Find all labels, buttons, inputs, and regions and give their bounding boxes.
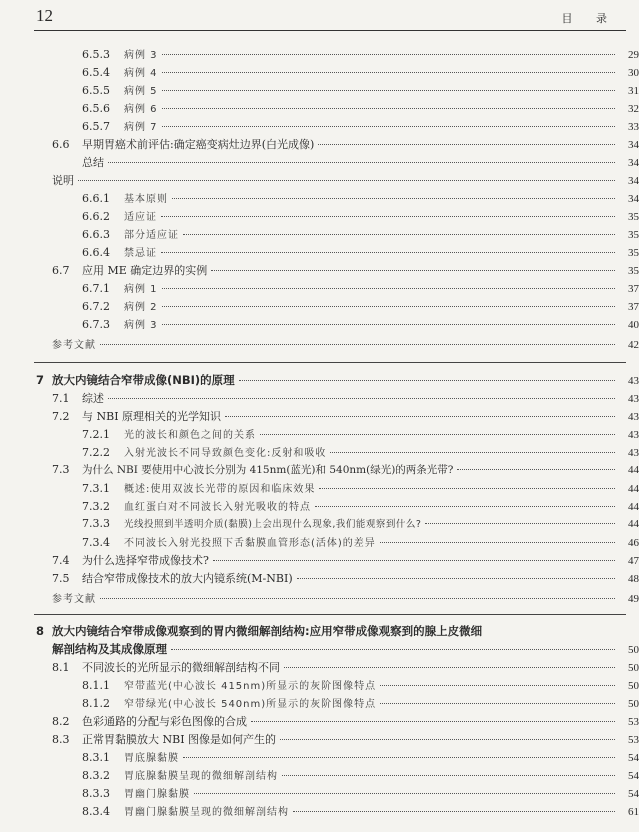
entry-page: 50: [628, 680, 639, 692]
entry-page: 34: [628, 175, 639, 187]
toc-chapter-entry[interactable]: [0, 641, 639, 659]
entry-title: 应用 ME 确定边界的实例: [82, 264, 208, 277]
toc-entry[interactable]: [0, 46, 639, 64]
entry-page: 43: [628, 429, 639, 441]
leader-dots: [282, 775, 615, 776]
leader-dots: [183, 234, 615, 235]
entry-page: 43: [628, 375, 639, 387]
leader-dots: [100, 344, 615, 345]
entry-page: 43: [628, 393, 639, 405]
entry-title: 部分适应证: [124, 230, 179, 241]
entry-number: 8.1: [52, 661, 70, 674]
entry-page: 30: [628, 67, 639, 79]
toc-entry[interactable]: [0, 226, 639, 244]
leader-dots: [162, 72, 615, 73]
entry-number: 7.1: [52, 392, 70, 405]
entry-number: 6.6.1: [82, 192, 110, 205]
toc-entry[interactable]: [0, 570, 639, 588]
entry-page: 42: [628, 339, 639, 351]
toc-entry[interactable]: [0, 498, 639, 516]
entry-title: 综述: [82, 392, 104, 405]
entry-title: 禁忌证: [124, 248, 157, 259]
entry-title: 为什么 NBI 要使用中心波长分别为 415nm(蓝光)和 540nm(绿光)的两条光带?: [82, 464, 454, 476]
toc-entry[interactable]: [0, 154, 639, 172]
entry-title: 胃幽门腺黏膜: [124, 789, 190, 800]
toc-entry[interactable]: [0, 749, 639, 767]
entry-number: 8.3.3: [82, 787, 110, 800]
entry-number: 8.3.1: [82, 751, 110, 764]
entry-page: 54: [628, 770, 639, 782]
entry-title: 光线投照到半透明介质(黏膜)上会出现什么现象,我们能观察到什么?: [124, 519, 422, 530]
entry-page: 37: [628, 283, 639, 295]
chapter-title: 放大内镜结合窄带成像观察到的胃内微细解剖结构:应用窄带成像观察到的腺上皮微细: [52, 624, 483, 638]
entry-page: 29: [628, 49, 639, 61]
entry-title: 病例 6: [124, 104, 158, 115]
running-head: 目 录: [561, 12, 617, 25]
entry-title: 病例 1: [124, 284, 158, 295]
leader-dots: [78, 180, 615, 181]
toc-entry[interactable]: [0, 390, 639, 408]
entry-page: 44: [628, 483, 639, 495]
toc-entry[interactable]: [0, 316, 639, 334]
entry-number: 8.3.2: [82, 769, 110, 782]
toc-entry[interactable]: [0, 767, 639, 785]
entry-title: 色彩通路的分配与彩色图像的合成: [82, 715, 247, 728]
header-rule: [34, 30, 626, 31]
leader-dots: [161, 252, 615, 253]
entry-number: 7.3.3: [82, 517, 110, 530]
entry-title: 正常胃黏膜放大 NBI 图像是如何产生的: [82, 733, 277, 746]
leader-dots: [194, 793, 615, 794]
entry-title: 基本原则: [124, 194, 168, 205]
leader-dots: [251, 721, 615, 722]
entry-page: 46: [628, 537, 639, 549]
entry-page: 50: [628, 644, 639, 656]
leader-dots: [100, 598, 615, 599]
entry-title: 说明: [52, 174, 74, 187]
entry-number: 8.2: [52, 715, 70, 728]
leader-dots: [239, 380, 615, 381]
entry-number: 6.7.2: [82, 300, 110, 313]
entry-page: 43: [628, 411, 639, 423]
entry-number: 7.3.1: [82, 482, 110, 495]
toc-entry[interactable]: [0, 785, 639, 803]
entry-number: 6.7.3: [82, 318, 110, 331]
entry-title: 病例 2: [124, 302, 158, 313]
chapter-number: 7: [36, 373, 45, 387]
entry-title: 病例 4: [124, 68, 158, 79]
entry-page: 49: [628, 593, 639, 605]
entry-number: 8.1.1: [82, 679, 110, 692]
entry-page: 53: [628, 716, 639, 728]
entry-title: 不同波长的光所显示的微细解剖结构不同: [82, 661, 280, 674]
entry-number: 6.6: [52, 138, 70, 151]
entry-number: 6.6.4: [82, 246, 110, 259]
toc-entry[interactable]: [0, 444, 639, 462]
leader-dots: [380, 703, 615, 704]
leader-dots: [161, 216, 615, 217]
leader-dots: [162, 108, 615, 109]
entry-page: 35: [628, 247, 639, 259]
chapter-title-continued: 解剖结构及其成像原理: [52, 642, 167, 656]
leader-dots: [162, 288, 615, 289]
entry-page: 43: [628, 447, 639, 459]
entry-title: 结合窄带成像技术的放大内镜系统(M-NBI): [82, 572, 293, 585]
leader-dots: [162, 90, 615, 91]
entry-title: 入射光波长不同导致颜色变化:反射和吸收: [124, 448, 327, 459]
entry-number: 7.2.2: [82, 446, 110, 459]
entry-title: 不同波长入射光投照下舌黏膜血管形态(活体)的差异: [124, 538, 376, 549]
leader-dots: [172, 198, 615, 199]
toc-entry[interactable]: [0, 244, 639, 262]
leader-dots: [380, 685, 615, 686]
page-header: [0, 0, 639, 34]
entry-title: 总结: [82, 156, 104, 169]
leader-dots: [213, 560, 615, 561]
leader-dots: [380, 542, 615, 543]
entry-number: 8.3: [52, 733, 70, 746]
toc-entry[interactable]: [0, 731, 639, 749]
entry-page: 32: [628, 103, 639, 115]
leader-dots: [280, 739, 615, 740]
entry-number: 6.7.1: [82, 282, 110, 295]
entry-number: 6.5.4: [82, 66, 110, 79]
leader-dots: [315, 506, 615, 507]
chapter-divider: [34, 614, 626, 615]
leader-dots: [162, 126, 615, 127]
leader-dots: [171, 649, 615, 650]
entry-page: 35: [628, 229, 639, 241]
toc-entry[interactable]: [0, 480, 639, 498]
entry-title: 胃幽门腺黏膜呈现的微细解剖结构: [124, 807, 289, 818]
entry-number: 6.5.6: [82, 102, 110, 115]
entry-title: 为什么选择窄带成像技术?: [82, 554, 209, 567]
entry-number: 6.5.7: [82, 120, 110, 133]
entry-number: 8.1.2: [82, 697, 110, 710]
entry-title: 胃底腺黏膜呈现的微细解剖结构: [124, 771, 278, 782]
entry-page: 61: [628, 806, 639, 818]
entry-title: 胃底腺黏膜: [124, 753, 179, 764]
entry-number: 7.5: [52, 572, 70, 585]
leader-dots: [162, 324, 615, 325]
entry-page: 44: [628, 464, 639, 476]
chapter-number: 8: [36, 624, 45, 638]
entry-page: 34: [628, 193, 639, 205]
entry-title: 病例 3: [124, 320, 158, 331]
leader-dots: [318, 144, 615, 145]
entry-number: 7.2: [52, 410, 70, 423]
entry-title: 病例 5: [124, 86, 158, 97]
entry-number: 7.3.4: [82, 536, 110, 549]
entry-page: 50: [628, 662, 639, 674]
leader-dots: [183, 757, 615, 758]
entry-title: 适应证: [124, 212, 157, 223]
entry-page: 54: [628, 788, 639, 800]
toc-entry[interactable]: [0, 462, 639, 480]
entry-page: 35: [628, 211, 639, 223]
leader-dots: [162, 54, 615, 55]
entry-page: 44: [628, 501, 639, 513]
toc-entry[interactable]: [0, 408, 639, 426]
leader-dots: [284, 667, 615, 668]
entry-title: 早期胃癌术前评估:确定癌变病灶边界(白光成像): [82, 138, 315, 151]
entry-page: 44: [628, 518, 639, 530]
entry-page: 54: [628, 752, 639, 764]
entry-number: 7.3.2: [82, 500, 110, 513]
toc-entry[interactable]: [0, 100, 639, 118]
entry-number: 7.2.1: [82, 428, 110, 441]
toc-entry[interactable]: [0, 262, 639, 280]
leader-dots: [297, 578, 615, 579]
chapter-title: 放大内镜结合窄带成像(NBI)的原理: [52, 373, 235, 387]
toc-entry[interactable]: [0, 516, 639, 534]
leader-dots: [162, 306, 615, 307]
entry-title: 病例 3: [124, 50, 158, 61]
entry-page: 33: [628, 121, 639, 133]
leader-dots: [457, 469, 615, 470]
toc-entry[interactable]: [0, 552, 639, 570]
toc-chapter-entry[interactable]: [0, 372, 639, 390]
toc-chapter-heading[interactable]: [36, 623, 482, 639]
entry-title: 参考文献: [52, 594, 96, 605]
entry-number: 6.6.2: [82, 210, 110, 223]
toc-entry[interactable]: [0, 118, 639, 136]
leader-dots: [319, 488, 615, 489]
entry-page: 34: [628, 157, 639, 169]
toc-entry[interactable]: [0, 426, 639, 444]
entry-number: 6.6.3: [82, 228, 110, 241]
entry-number: 6.5.5: [82, 84, 110, 97]
toc-entry[interactable]: [0, 713, 639, 731]
leader-dots: [225, 416, 615, 417]
entry-title: 与 NBI 原理相关的光学知识: [82, 410, 222, 423]
toc-entry[interactable]: [0, 590, 639, 608]
toc-entry[interactable]: [0, 336, 639, 354]
entry-page: 40: [628, 319, 639, 331]
toc-entry[interactable]: [0, 659, 639, 677]
entry-number: 6.5.3: [82, 48, 110, 61]
chapter-divider: [34, 362, 626, 363]
entry-page: 53: [628, 734, 639, 746]
entry-page: 37: [628, 301, 639, 313]
toc-entry[interactable]: [0, 677, 639, 695]
entry-title: 窄带蓝光(中心波长 415nm)所显示的灰阶图像特点: [124, 681, 377, 692]
entry-page: 47: [628, 555, 639, 567]
leader-dots: [211, 270, 615, 271]
leader-dots: [425, 523, 615, 524]
toc-entry[interactable]: [0, 190, 639, 208]
toc-entry[interactable]: [0, 280, 639, 298]
entry-page: 34: [628, 139, 639, 151]
leader-dots: [293, 811, 615, 812]
toc-entry[interactable]: [0, 534, 639, 552]
toc-entry[interactable]: [0, 64, 639, 82]
toc-entry[interactable]: [0, 695, 639, 713]
entry-title: 参考文献: [52, 340, 96, 351]
leader-dots: [108, 162, 615, 163]
entry-number: 7.3: [52, 463, 70, 476]
toc-entry[interactable]: [0, 82, 639, 100]
entry-title: 窄带绿光(中心波长 540nm)所显示的灰阶图像特点: [124, 699, 377, 710]
toc-entry[interactable]: [0, 172, 639, 190]
leader-dots: [108, 398, 615, 399]
entry-number: 7.4: [52, 554, 70, 567]
toc-entry[interactable]: [0, 208, 639, 226]
page-number: 12: [36, 6, 53, 25]
toc-entry[interactable]: [0, 298, 639, 316]
toc-entry[interactable]: [0, 803, 639, 821]
entry-page: 31: [628, 85, 639, 97]
entry-page: 35: [628, 265, 639, 277]
entry-page: 50: [628, 698, 639, 710]
entry-page: 48: [628, 573, 639, 585]
entry-number: 6.7: [52, 264, 70, 277]
leader-dots: [260, 434, 615, 435]
entry-number: 8.3.4: [82, 805, 110, 818]
entry-title: 光的波长和颜色之间的关系: [124, 430, 256, 441]
entry-title: 概述:使用双波长光带的原因和临床效果: [124, 484, 316, 495]
entry-title: 血红蛋白对不同波长入射光吸收的特点: [124, 502, 311, 513]
entry-title: 病例 7: [124, 122, 158, 133]
toc-entry[interactable]: [0, 136, 639, 154]
leader-dots: [330, 452, 615, 453]
